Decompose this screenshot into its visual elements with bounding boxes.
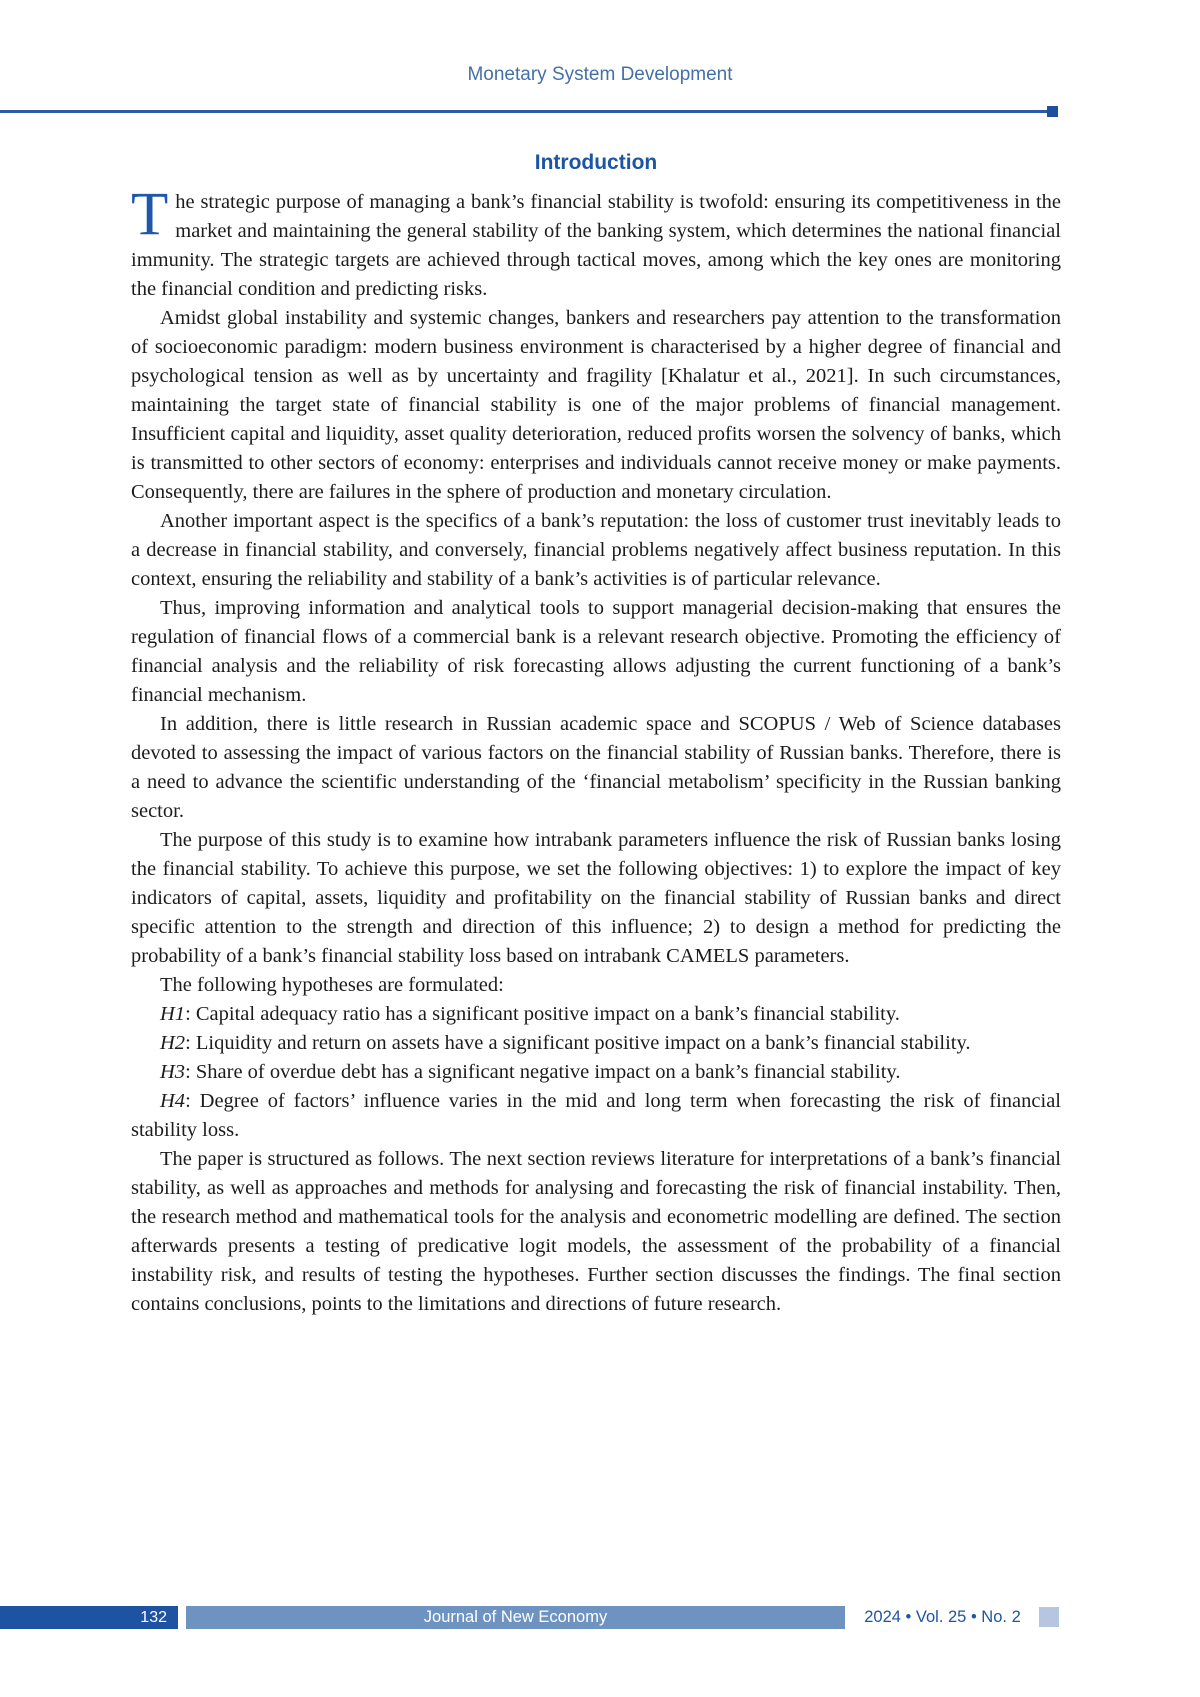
paragraph: Amidst global instability and systemic changes, bankers and researchers pay attention to the transformation of socioeconomic paradigm: modern business environment is characterised by a higher degree of financial and psychological tension as well as by uncertainty and fragility [Khalatur et al., 2021]. In such circumstances, maintaining the target state of financial stability is one of the major problems of financial management. Insufficient capital and liquidity, asset quality deterioration, reduced profits worsen the solvency of banks, which is transmitted to other sectors of economy: enterprises and individuals cannot receive money or make payments. Consequently, there are failures in the sphere of production and monetary circulation. [131,307,1061,503]
issue-info: 2024 • Vol. 25 • No. 2 [864,1608,1021,1626]
footer-end-square-icon [1039,1607,1059,1627]
journal-name: Journal of New Economy [423,1608,608,1626]
rule-end-square-icon [1047,106,1058,117]
paragraph: H2: Liquidity and return on assets have a significant positive impact on a bank’s financial stability. [160,1032,971,1054]
paragraph: The following hypotheses are formulated: [160,974,504,996]
running-head: Monetary System Development [467,64,733,85]
page-number: 132 [140,1609,167,1626]
paragraph: Another important aspect is the specifics of a bank’s reputation: the loss of customer trust inevitably leads to a decrease in financial stability, and conversely, financial problems negatively affect business reputation. In this context, ensuring the reliability and stability of a bank’s activities is of particular relevance. [131,510,1061,590]
hypothesis-label: H4 [160,1090,186,1112]
paragraph: Thus, improving information and analytical tools to support managerial decision-making that ensures the regulation of financial flows of a commercial bank is a relevant research objective. Promoting the efficiency of financial analysis and the reliability of risk forecasting allows adjusting the current functioning of a bank’s financial mechanism. [131,597,1061,706]
paragraph: H4: Degree of factors’ influence varies in the mid and long term when forecasting the risk of financial stability loss. [131,1090,1061,1141]
paragraph: The paper is structured as follows. The next section reviews literature for interpretations of a bank’s financial stability, as well as approaches and methods for analysing and forecasting the risk of financial instability. Then, the research method and mathematical tools for the analysis and econometric modelling are defined. The section afterwards presents a testing of predicative logit models, the assessment of the probability of a financial instability risk, and results of testing the hypotheses. Further section discusses the findings. The final section contains conclusions, points to the limitations and directions of future research. [131,1148,1061,1315]
page-number-box [0,1606,178,1629]
hypothesis-label: H3 [160,1061,186,1083]
body-paragraphs [131,181,1061,1319]
header-rule [0,110,1058,113]
paragraph: The strategic purpose of managing a bank’s financial stability is twofold: ensuring its competitiveness in the market and maintaining the general stability of the banking system, which determines the national financial immunity. The strategic targets are achieved through tactical moves, among which the key ones are monitoring the financial condition and predicting risks. [131,181,1061,300]
paragraph: The purpose of this study is to examine how intrabank parameters influence the risk of Russian banks losing the financial stability. To achieve this purpose, we set the following objectives: 1) to explore the impact of key indicators of capital, assets, liquidity and profitability on the financial stability of Russian banks and direct specific attention to the strength and direction of this influence; 2) to design a method for predicting the probability of a bank’s financial stability loss based on intrabank CAMELS parameters. [131,829,1061,967]
article-body [131,151,1061,1319]
paragraph: H1: Capital adequacy ratio has a significant positive impact on a bank’s financial stability. [160,1003,900,1025]
section-heading: Introduction [534,151,658,174]
drop-cap: T [131,181,169,248]
paragraph: H3: Share of overdue debt has a significant negative impact on a bank’s financial stability. [160,1061,901,1083]
hypothesis-label: H1 [160,1003,186,1025]
hypothesis-label: H2 [160,1032,186,1054]
journal-bar [186,1606,845,1629]
paragraph: In addition, there is little research in Russian academic space and SCOPUS / Web of Science databases devoted to assessing the impact of various factors on the financial stability of Russian banks. Therefore, there is a need to advance the scientific understanding of the ‘financial metabolism’ specificity in the Russian banking sector. [131,713,1061,822]
